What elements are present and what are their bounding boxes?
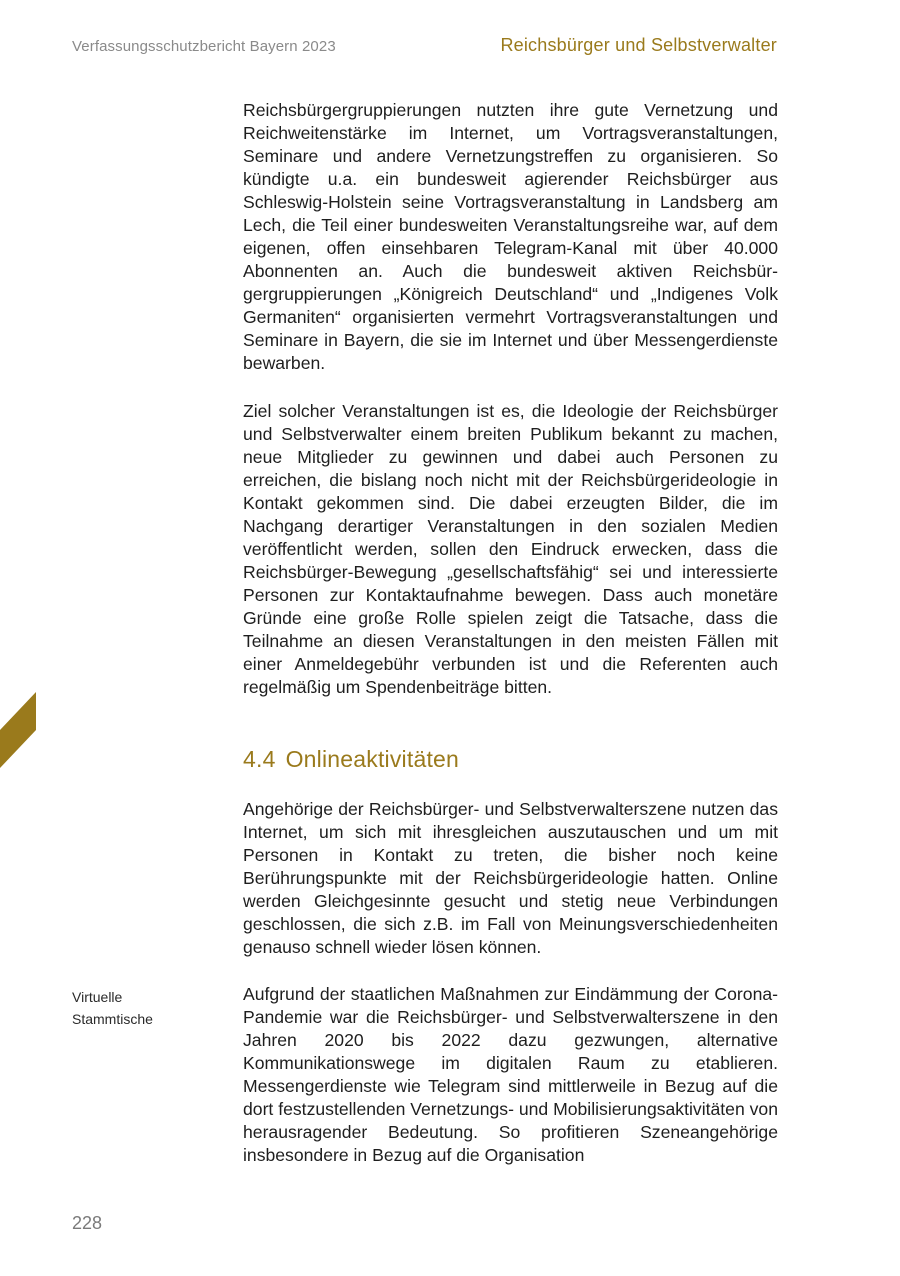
page-number: 228	[72, 1213, 103, 1233]
body-paragraph	[243, 983, 778, 1167]
body-paragraph	[243, 99, 778, 375]
section-number: 4.4	[243, 746, 276, 772]
running-header-chapter: Reichsbürger und Selbstverwalter	[500, 35, 777, 55]
paragraph-text: Aufgrund der staatlichen Maßnahmen zur Eindämmung der Corona-Pandemie war die Reichsbürger- und Selbstverwalterszene in den Jahren 2020 bis 2022 dazu gezwungen, alternative Kommunikationswege im digitalen Raum zu etablieren. Messengerdienste wie Telegram sind mittlerweile in Bezug auf die dort festzustellenden Vernetzungs- und Mobilisierungsaktivitäten von herausragender Bedeutung. So profitieren Szeneangehörige insbesondere in Bezug auf die Organisation	[243, 984, 778, 1165]
running-header-publication: Verfassungsschutzbericht Bayern 2023	[72, 38, 336, 55]
paragraph-text: Ziel solcher Veranstaltungen ist es, die Ideologie der Reichsbürger und Selbstverwalter einem breiten Publikum bekannt zu machen, neue Mitglieder zu gewinnen und dabei auch Personen zu erreichen, die bislang noch nicht mit der Reichsbürgerideologie in Kontakt gekommen sind. Die dabei erzeugten Bilder, die im Nachgang derartiger Veranstaltungen in den sozialen Medien veröffentlicht werden, sollen den Eindruck erwecken, dass die Reichsbürger-Bewegung „gesellschaftsfähig“ sei und interessierte Personen zur Kontaktaufnahme bewegen. Dass auch monetäre Gründe eine große Rolle spielen zeigt die Tatsache, dass die Teilnahme an diesen Veranstaltungen in den meisten Fällen mit einer Anmeldegebühr verbunden ist und die Referenten auch regelmäßig um Spendenbeiträge bitten.	[243, 401, 778, 697]
chapter-tab-marker	[0, 692, 36, 768]
margin-note	[72, 986, 212, 1030]
margin-note-line: Stammtische	[72, 1011, 153, 1027]
body-paragraph	[243, 798, 778, 959]
section-heading	[243, 746, 459, 773]
section-title: Onlineaktivitäten	[285, 746, 460, 772]
paragraph-text: Angehörige der Reichsbürger- und Selbstverwalterszene nutzen das Internet, um sich mit ihresgleichen auszutauschen und um mit Personen in Kontakt zu treten, die bisher noch keine Berührungspunkte mit der Reichsbürgerideologie hatten. Online werden Gleichgesinnte gesucht und stetig neue Verbindungen geschlossen, die sich z.B. im Fall von Meinungsverschiedenheiten genauso schnell wieder lösen können.	[243, 799, 778, 957]
body-paragraph	[243, 400, 778, 699]
margin-note-line: Virtuelle	[72, 989, 123, 1005]
paragraph-text: Reichsbürgergruppierungen nutzten ihre gute Vernetzung und Reichweitenstärke im Internet, um Vortragsveranstaltungen, Seminare und andere Vernetzungstreffen zu organisieren. So kündigte u.a. ein bundesweit agierender Reichsbürger aus Schleswig-Holstein seine Vortragsveranstaltung in Landsberg am Lech, die Teil einer bundesweiten Veranstaltungsreihe war, auf dem eigenen, offen einsehbaren Telegram-Kanal mit über 40.000 Abonnenten an. Auch die bundesweit aktiven Reichsbürgergruppierungen „Königreich Deutschland“ und „Indigenes Volk Germaniten“ organisierten vermehrt Vortragsveranstaltungen und Seminare in Bayern, die sie im Internet und über Messengerdienste bewarben.	[243, 100, 778, 373]
